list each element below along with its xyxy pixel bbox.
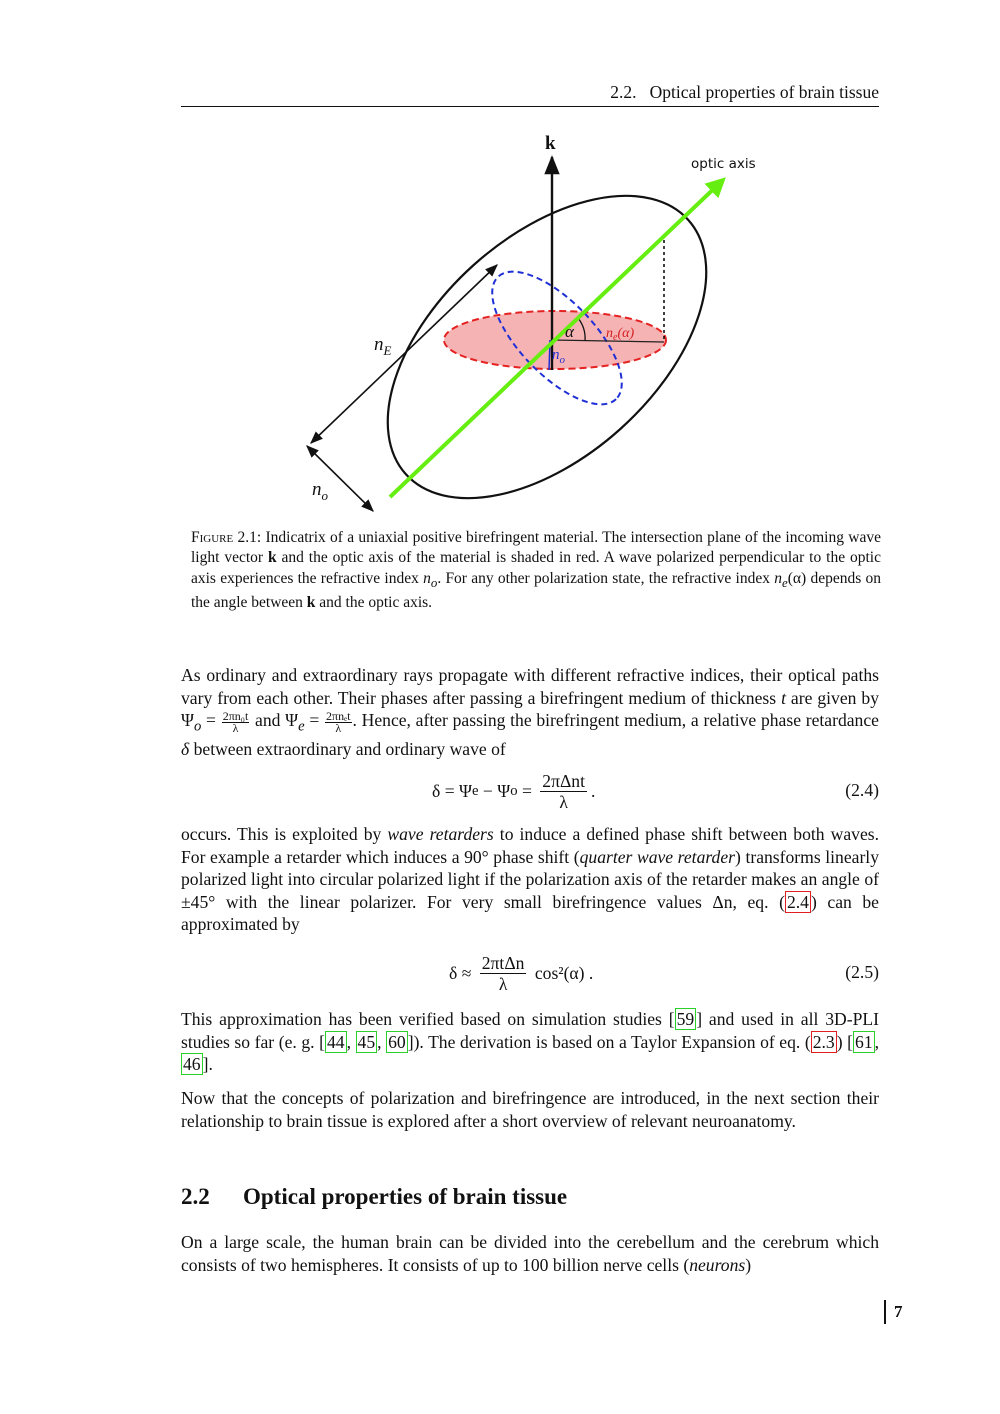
equation-number-2-4: (2.4) [845, 780, 879, 800]
section-title: Optical properties of brain tissue [243, 1184, 568, 1209]
ref-eq-2-4[interactable]: 2.4 [786, 891, 809, 912]
equation-number-2-5: (2.5) [845, 962, 879, 982]
paragraph-retarders: occurs. This is exploited by wave retarders to induce a defined phase shift between both waves. For example a retarder which induces a 90° phase shift (quarter wave retarder) transforms linearly polarized light into circular polarized light if the polarization axis of the retarder makes an angle of ±45° with the linear polarizer. For very small birefringence values Δn, eq. ( 2.4 ) can be approximated by [181, 824, 879, 935]
citation[interactable]: 59 [676, 1009, 695, 1029]
nE-label: $n_E$ [374, 334, 392, 358]
section-number: 2.2 [181, 1184, 210, 1209]
indicatrix-figure [290, 130, 770, 520]
paragraph-phases: As ordinary and extraordinary rays propagate with different refractive indices, their optical paths vary from each other. Their phases after passing a birefringent medium of thickness t are given by $\Psi_o$ = $\frac{\text{2πn₀t}}{\lambda}$ and $\Psi_e$ = $\frac{\text{2πnₑt}}{\lambda}$ . Hence, after passing the birefringent medium, a relative phase retardance δ between extraordinary and ordinary wave of [181, 665, 879, 760]
psi-e-fraction: $\frac{\text{2πnₑt}}{\lambda}$ [326, 709, 351, 736]
no-inner-label: $n_o$ [552, 347, 565, 366]
caption-label: Figure 2.1: [191, 529, 262, 546]
paragraph-transition: Now that the concepts of polarization and birefringence are introduced, in the next section their relationship to brain tissue is explored after a short overview of relevant neuroanatomy. [181, 1088, 879, 1131]
citation[interactable]: 44 [326, 1031, 345, 1052]
citation[interactable]: 46 [183, 1054, 201, 1075]
no-outer-label: $n_o$ [312, 479, 328, 503]
equation-2-4: δ = Ψ e − Ψ o = $\frac{\text{2πΔnt}}{\lambda}$ . (2.4) [432, 770, 879, 812]
optic-axis-label: optic axis [691, 156, 756, 172]
paragraph-approximation: This approximation has been verified based on simulation studies [ 59 ] and used in all 3D-PLI studies so far (e. g. [ 44 , 45 , 60 ]). The derivation is based on a Taylor Expansion of eq. ( 2.3 ) [ 61 , 46 ]. [181, 1009, 880, 1075]
citation[interactable]: 61 [855, 1031, 873, 1052]
ref-eq-2-3[interactable]: 2.3 [812, 1031, 835, 1052]
page-number: 7 [884, 1300, 903, 1324]
optic-axis-arrow [390, 180, 723, 497]
equation-2-5: δ ≈ $\frac{\text{2πtΔn}}{\lambda}$ cos²(α) . (2.5) [449, 952, 879, 994]
paragraph-brain: On a large scale, the human brain can be divided into the cerebellum and the cerebrum which consists of two hemispheres. It consists of up to 100 billion nerve cells (neurons) [181, 1232, 879, 1275]
ne-alpha-label: $n_e(\alpha)$ [606, 326, 635, 343]
k-label: k [545, 133, 556, 154]
running-title: 2.2. Optical properties of brain tissue [610, 82, 879, 102]
running-header [181, 82, 879, 107]
alpha-label: α [565, 322, 574, 341]
psi-o-fraction: $\frac{\text{2πn₀t}}{\lambda}$ [222, 709, 249, 736]
citation[interactable]: 60 [388, 1031, 406, 1052]
figure-caption: Figure 2.1: Indicatrix of a uniaxial positive birefringent material. The intersection plane of the incoming wave light vector k and the optic axis of the material is shaded in red. A wave polarized perpendicular to the optic axis experiences the refractive index $n_o$. For any other polarization state, the refractive index $n_e(\alpha)$ depends on the angle between k and the optic axis. [191, 529, 881, 612]
citation[interactable]: 45 [357, 1031, 376, 1052]
section-heading [181, 1184, 567, 1210]
